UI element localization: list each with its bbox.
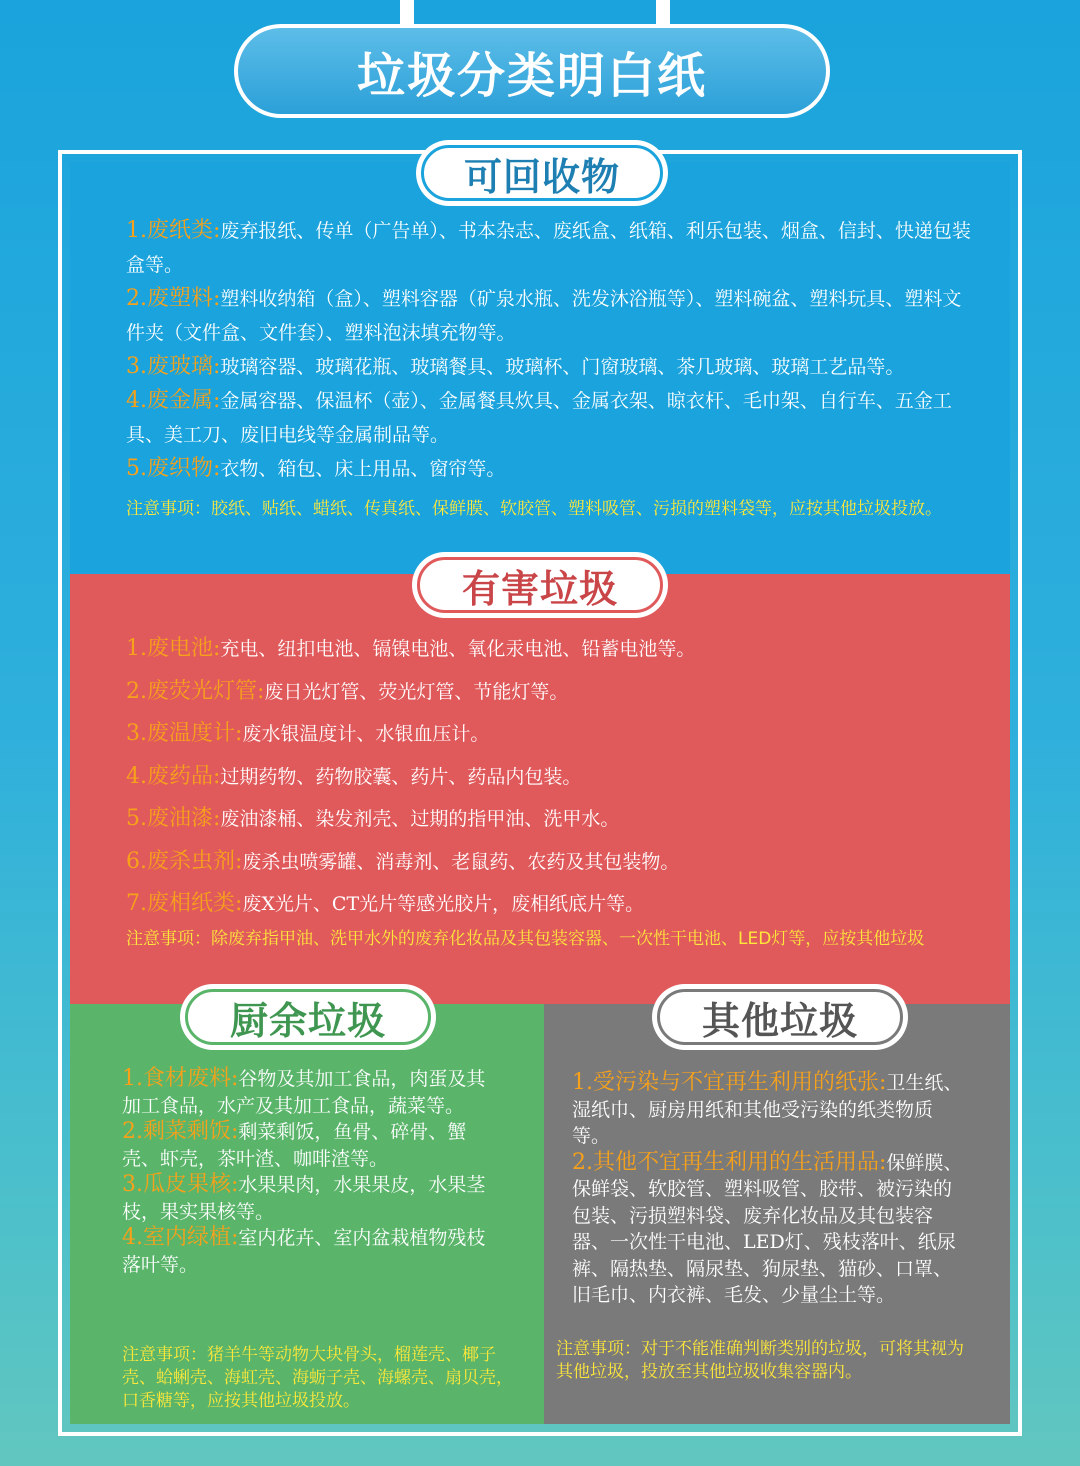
list-item xyxy=(122,1066,500,1119)
kitchen-heading xyxy=(180,984,436,1050)
item-label: 2.废塑料: xyxy=(126,286,221,311)
item-text: 衣物、箱包、床上用品、窗帘等。 xyxy=(220,458,506,480)
item-label: 3.瓜皮果核: xyxy=(122,1172,239,1197)
item-text: 水果果肉，水果果皮，水果茎枝，果实果核等。 xyxy=(122,1174,486,1223)
item-label: 4.废金属: xyxy=(126,388,221,413)
hanger-right xyxy=(656,0,670,26)
kitchen-note: 注意事项：猪羊牛等动物大块骨头，榴莲壳、椰子壳、蛤蜊壳、海虹壳、海蛎子壳、海螺壳、扇贝壳，口香糖等，应按其他垃圾投放。 xyxy=(122,1345,513,1411)
item-label: 1.废纸类: xyxy=(126,218,221,243)
item-label: 2.其他不宜再生利用的生活用品: xyxy=(572,1149,887,1175)
kitchen-list xyxy=(122,1066,500,1278)
hazardous-list xyxy=(126,628,976,926)
item-text: 卫生纸、湿纸巾、厨房用纸和其他受污染的纸类物质等。 xyxy=(572,1072,963,1147)
recyclable-list xyxy=(126,214,976,486)
recyclable-heading xyxy=(416,140,668,206)
item-text: 谷物及其加工食品，肉蛋及其加工食品，水产及其加工食品，蔬菜等。 xyxy=(122,1068,486,1117)
item-label: 2.废荧光灯管: xyxy=(126,678,265,704)
hanger-left xyxy=(400,0,414,26)
item-label: 5.废织物: xyxy=(126,456,221,481)
hazardous-heading xyxy=(412,552,668,618)
list-item xyxy=(122,1225,500,1278)
list-item xyxy=(572,1150,964,1309)
item-text: 过期药物、药物胶囊、药片、药品内包装。 xyxy=(220,765,582,788)
list-item xyxy=(126,452,976,486)
hazardous-heading-text: 有害垃圾 xyxy=(417,557,663,613)
item-text: 剩菜剩饭，鱼骨、碎骨、蟹壳、虾壳，茶叶渣、咖啡渣等。 xyxy=(122,1121,467,1170)
item-text: 废油漆桶、染发剂壳、过期的指甲油、洗甲水。 xyxy=(220,808,620,830)
other-note: 注意事项：对于不能准确判断类别的垃圾，可将其视为其他垃圾，投放至其他垃圾收集容器内。 xyxy=(556,1339,964,1382)
item-text: 废水银温度计、水银血压计。 xyxy=(242,723,490,745)
list-item xyxy=(126,798,976,841)
list-item xyxy=(126,671,976,714)
item-text: 废日光灯管、荧光灯管、节能灯等。 xyxy=(264,680,569,703)
recyclable-heading-text: 可回收物 xyxy=(421,145,663,201)
list-item xyxy=(126,384,976,452)
item-label: 1.废电池: xyxy=(126,636,221,661)
list-item xyxy=(126,883,976,926)
list-item xyxy=(122,1172,500,1225)
item-text: 室内花卉、室内盆栽植物残枝落叶等。 xyxy=(122,1227,486,1276)
item-text: 金属容器、保温杯（壶）、金属餐具炊具、金属衣架、晾衣杆、毛巾架、自行车、五金工具、美工刀、废旧电线等金属制品等。 xyxy=(126,390,952,446)
item-label: 1.受污染与不宜再生利用的纸张: xyxy=(572,1070,887,1095)
other-heading xyxy=(652,984,908,1050)
item-text: 充电、纽扣电池、镉镍电池、氧化汞电池、铅蓄电池等。 xyxy=(220,638,696,660)
item-label: 4.室内绿植: xyxy=(122,1225,239,1250)
list-item xyxy=(126,713,976,756)
item-label: 2.剩菜剩饭: xyxy=(122,1119,239,1144)
recyclable-note: 注意事项：胶纸、贴纸、蜡纸、传真纸、保鲜膜、软胶管、塑料吸管、污损的塑料袋等，应按其他垃圾投放。 xyxy=(126,499,942,519)
list-item xyxy=(126,841,976,884)
item-text: 废弃报纸、传单（广告单）、书本杂志、废纸盒、纸箱、利乐包装、烟盒、信封、快递包装盒等。 xyxy=(126,220,971,276)
item-text: 废杀虫喷雾罐、消毒剂、老鼠药、农药及其包装物。 xyxy=(242,850,680,873)
item-label: 4.废药品: xyxy=(126,763,221,789)
list-item xyxy=(126,628,976,671)
item-label: 6.废杀虫剂: xyxy=(126,848,243,874)
list-item xyxy=(126,214,976,282)
item-text: 玻璃容器、玻璃花瓶、玻璃餐具、玻璃杯、门窗玻璃、茶几玻璃、玻璃工艺品等。 xyxy=(220,356,905,378)
list-item xyxy=(126,282,976,350)
item-text: 废X光片、CT光片等感光胶片，废相纸底片等。 xyxy=(242,893,645,915)
item-label: 3.废温度计: xyxy=(126,721,243,746)
list-item xyxy=(122,1119,500,1172)
item-label: 7.废相纸类: xyxy=(126,891,243,916)
item-label: 3.废玻璃: xyxy=(126,354,221,379)
item-text: 塑料收纳箱（盒）、塑料容器（矿泉水瓶、洗发沐浴瓶等）、塑料碗盆、塑料玩具、塑料文件夹（文件盒、文件套）、塑料泡沫填充物等。 xyxy=(126,288,962,344)
other-list xyxy=(572,1070,964,1309)
list-item xyxy=(572,1070,964,1150)
item-label: 1.食材废料: xyxy=(122,1066,239,1091)
list-item xyxy=(126,756,976,799)
item-text: 保鲜膜、保鲜袋、软胶管、塑料吸管、胶带、被污染的包装、污损塑料袋、废弃化妆品及其包装容器、一次性干电池、LED灯、残枝落叶、纸尿裤、隔热垫、隔尿垫、狗尿垫、猫砂、口罩、旧毛巾、内衣裤、毛发、少量尘土等。 xyxy=(572,1151,963,1306)
kitchen-heading-text: 厨余垃圾 xyxy=(185,989,431,1045)
page-title: 垃圾分类明白纸 xyxy=(234,24,830,118)
hazardous-note: 注意事项：除废弃指甲油、洗甲水外的废弃化妆品及其包装容器、一次性干电池、LED灯等，应按其他垃圾 xyxy=(126,929,925,949)
list-item xyxy=(126,350,976,384)
item-label: 5.废油漆: xyxy=(126,806,221,831)
other-heading-text: 其他垃圾 xyxy=(657,989,903,1045)
